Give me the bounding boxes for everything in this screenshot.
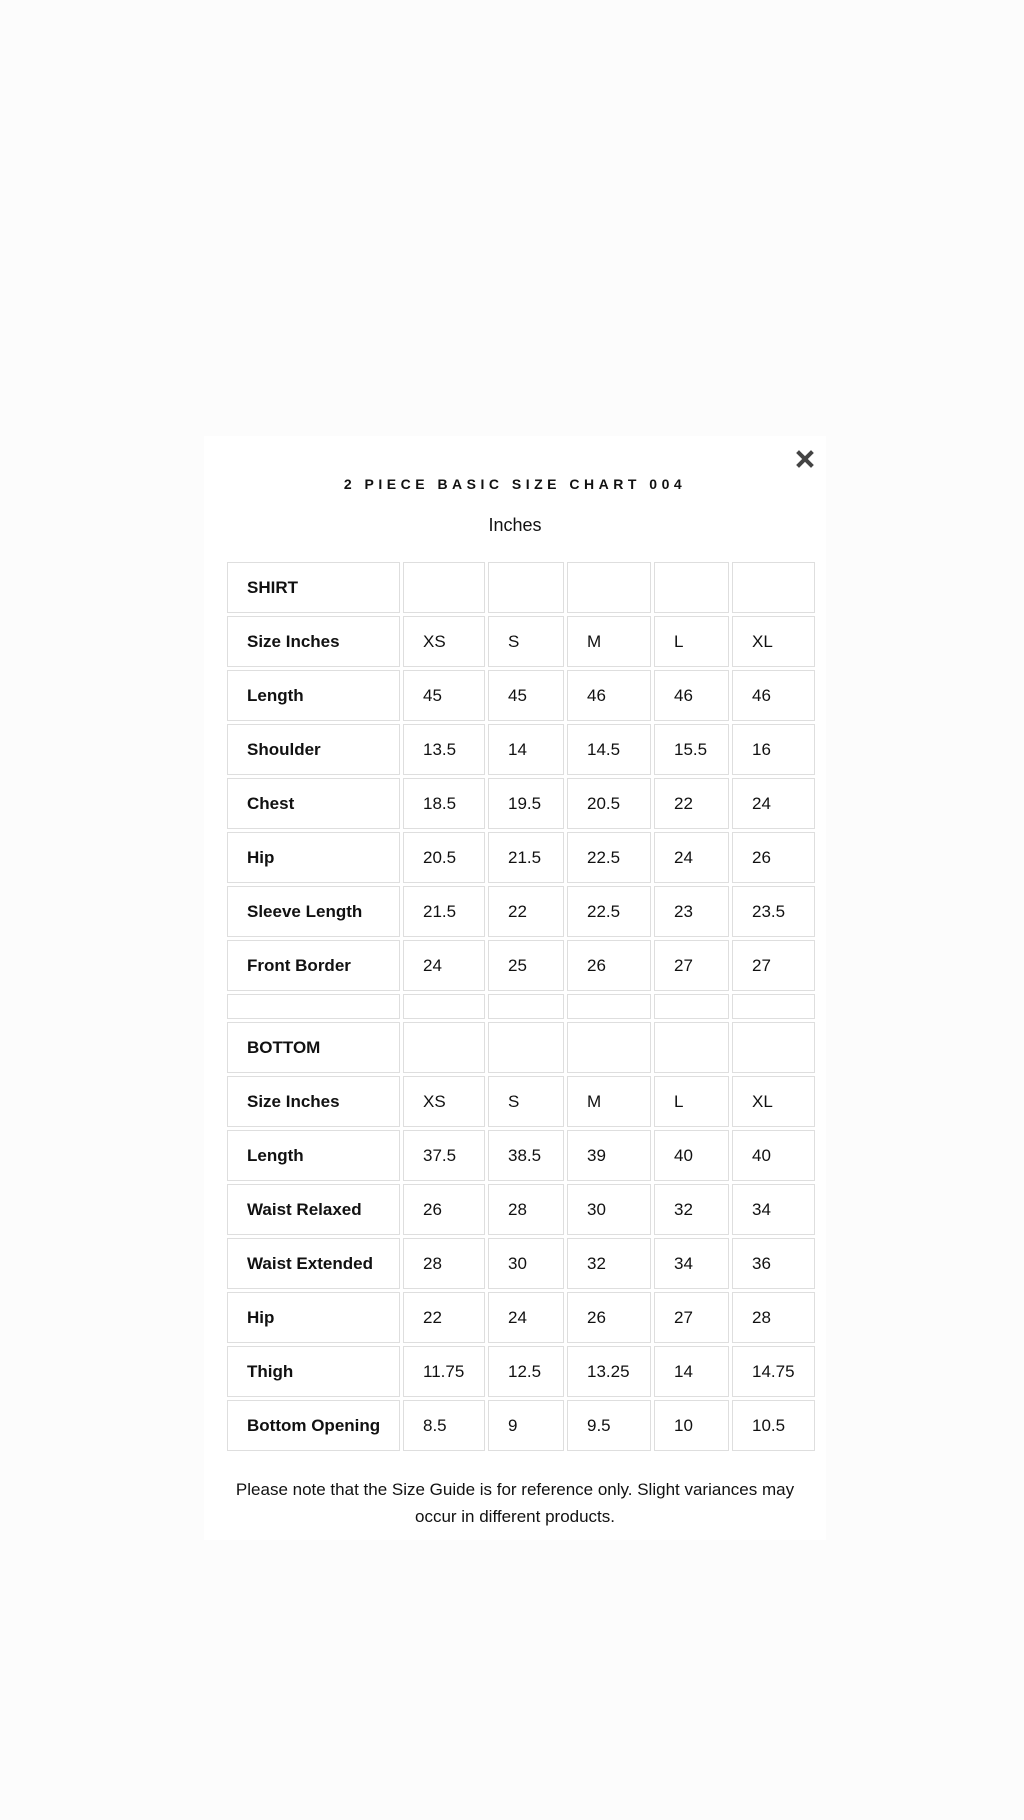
table-cell: 20.5 [403, 832, 485, 883]
table-cell: S [488, 1076, 564, 1127]
table-cell: 26 [567, 1292, 651, 1343]
row-label: Sleeve Length [227, 886, 400, 937]
table-cell: 45 [403, 670, 485, 721]
empty-cell [567, 1022, 651, 1073]
empty-cell [654, 562, 729, 613]
table-cell: 36 [732, 1238, 815, 1289]
table-cell: 22 [654, 778, 729, 829]
table-cell: 26 [567, 940, 651, 991]
table-cell: 13.25 [567, 1346, 651, 1397]
size-chart-table [224, 559, 818, 1454]
table-cell: 27 [732, 940, 815, 991]
table-cell: 16 [732, 724, 815, 775]
table-cell: 13.5 [403, 724, 485, 775]
row-label: Shoulder [227, 724, 400, 775]
table-cell: XL [732, 1076, 815, 1127]
table-row [227, 1400, 815, 1451]
table-cell: 8.5 [403, 1400, 485, 1451]
table-cell: L [654, 616, 729, 667]
table-cell: 27 [654, 940, 729, 991]
table-cell: XS [403, 1076, 485, 1127]
table-row [227, 940, 815, 991]
row-label: Waist Extended [227, 1238, 400, 1289]
table-cell: 24 [488, 1292, 564, 1343]
table-cell: 24 [732, 778, 815, 829]
table-row [227, 670, 815, 721]
table-cell: 12.5 [488, 1346, 564, 1397]
table-row [227, 1076, 815, 1127]
table-cell: 27 [654, 1292, 729, 1343]
table-cell: 39 [567, 1130, 651, 1181]
table-row [227, 1346, 815, 1397]
table-cell: 21.5 [488, 832, 564, 883]
row-label: Front Border [227, 940, 400, 991]
size-guide-note: Please note that the Size Guide is for reference only. Slight variances may occur in different products. [235, 1480, 795, 1526]
table-cell: 26 [732, 832, 815, 883]
table-cell: 24 [403, 940, 485, 991]
table-cell: 25 [488, 940, 564, 991]
row-label: Chest [227, 778, 400, 829]
table-cell: 26 [403, 1184, 485, 1235]
table-cell: 20.5 [567, 778, 651, 829]
table-row [227, 1184, 815, 1235]
empty-cell [567, 994, 651, 1019]
table-row [227, 1292, 815, 1343]
row-label: Size Inches [227, 616, 400, 667]
table-cell: 46 [732, 670, 815, 721]
section-row-shirt [227, 562, 815, 613]
table-cell: XS [403, 616, 485, 667]
table-cell: 21.5 [403, 886, 485, 937]
table-cell: 14.75 [732, 1346, 815, 1397]
unit-label: Inches [488, 515, 542, 535]
table-cell: 22 [488, 886, 564, 937]
table-row [227, 616, 815, 667]
table-cell: 9 [488, 1400, 564, 1451]
table-cell: M [567, 616, 651, 667]
empty-cell [654, 1022, 729, 1073]
table-cell: 24 [654, 832, 729, 883]
section-heading-shirt: SHIRT [227, 562, 400, 613]
table-cell: 40 [732, 1130, 815, 1181]
table-cell: 45 [488, 670, 564, 721]
table-cell: 32 [567, 1238, 651, 1289]
table-cell: 22.5 [567, 832, 651, 883]
table-cell: 18.5 [403, 778, 485, 829]
table-cell: 23 [654, 886, 729, 937]
table-cell: 38.5 [488, 1130, 564, 1181]
empty-cell [567, 562, 651, 613]
table-row [227, 832, 815, 883]
table-cell: 19.5 [488, 778, 564, 829]
table-cell: 32 [654, 1184, 729, 1235]
empty-cell [227, 994, 400, 1019]
table-cell: 40 [654, 1130, 729, 1181]
table-row [227, 1238, 815, 1289]
row-label: Bottom Opening [227, 1400, 400, 1451]
table-cell: 37.5 [403, 1130, 485, 1181]
table-cell: 34 [732, 1184, 815, 1235]
table-cell: 14 [488, 724, 564, 775]
row-label: Length [227, 1130, 400, 1181]
empty-cell [403, 562, 485, 613]
section-row-bottom [227, 1022, 815, 1073]
row-label: Thigh [227, 1346, 400, 1397]
table-cell: 15.5 [654, 724, 729, 775]
table-row [227, 724, 815, 775]
table-row [227, 1130, 815, 1181]
empty-cell [403, 1022, 485, 1073]
table-cell: 22 [403, 1292, 485, 1343]
modal-title: 2 PIECE BASIC SIZE CHART 004 [343, 476, 687, 492]
table-cell: 46 [654, 670, 729, 721]
close-icon [789, 443, 821, 475]
table-row [227, 778, 815, 829]
empty-cell [488, 994, 564, 1019]
table-cell: 9.5 [567, 1400, 651, 1451]
empty-cell [732, 1022, 815, 1073]
row-label: Length [227, 670, 400, 721]
table-cell: L [654, 1076, 729, 1127]
empty-cell [654, 994, 729, 1019]
table-cell: 14.5 [567, 724, 651, 775]
table-cell: 28 [732, 1292, 815, 1343]
table-cell: 46 [567, 670, 651, 721]
table-cell: 34 [654, 1238, 729, 1289]
row-label: Hip [227, 1292, 400, 1343]
empty-cell [488, 562, 564, 613]
empty-cell [403, 994, 485, 1019]
table-cell: 28 [403, 1238, 485, 1289]
table-cell: 10.5 [732, 1400, 815, 1451]
row-label: Size Inches [227, 1076, 400, 1127]
table-cell: 22.5 [567, 886, 651, 937]
table-cell: 14 [654, 1346, 729, 1397]
empty-cell [488, 1022, 564, 1073]
row-label: Hip [227, 832, 400, 883]
section-heading-bottom: BOTTOM [227, 1022, 400, 1073]
table-cell: 30 [488, 1238, 564, 1289]
table-cell: XL [732, 616, 815, 667]
table-cell: 11.75 [403, 1346, 485, 1397]
empty-cell [732, 994, 815, 1019]
table-cell: 30 [567, 1184, 651, 1235]
empty-cell [732, 562, 815, 613]
close-button[interactable] [789, 443, 821, 475]
spacer-row [227, 994, 815, 1019]
size-chart-modal [204, 436, 826, 1540]
table-cell: 10 [654, 1400, 729, 1451]
table-cell: M [567, 1076, 651, 1127]
table-row [227, 886, 815, 937]
row-label: Waist Relaxed [227, 1184, 400, 1235]
table-cell: S [488, 616, 564, 667]
table-cell: 28 [488, 1184, 564, 1235]
table-cell: 23.5 [732, 886, 815, 937]
